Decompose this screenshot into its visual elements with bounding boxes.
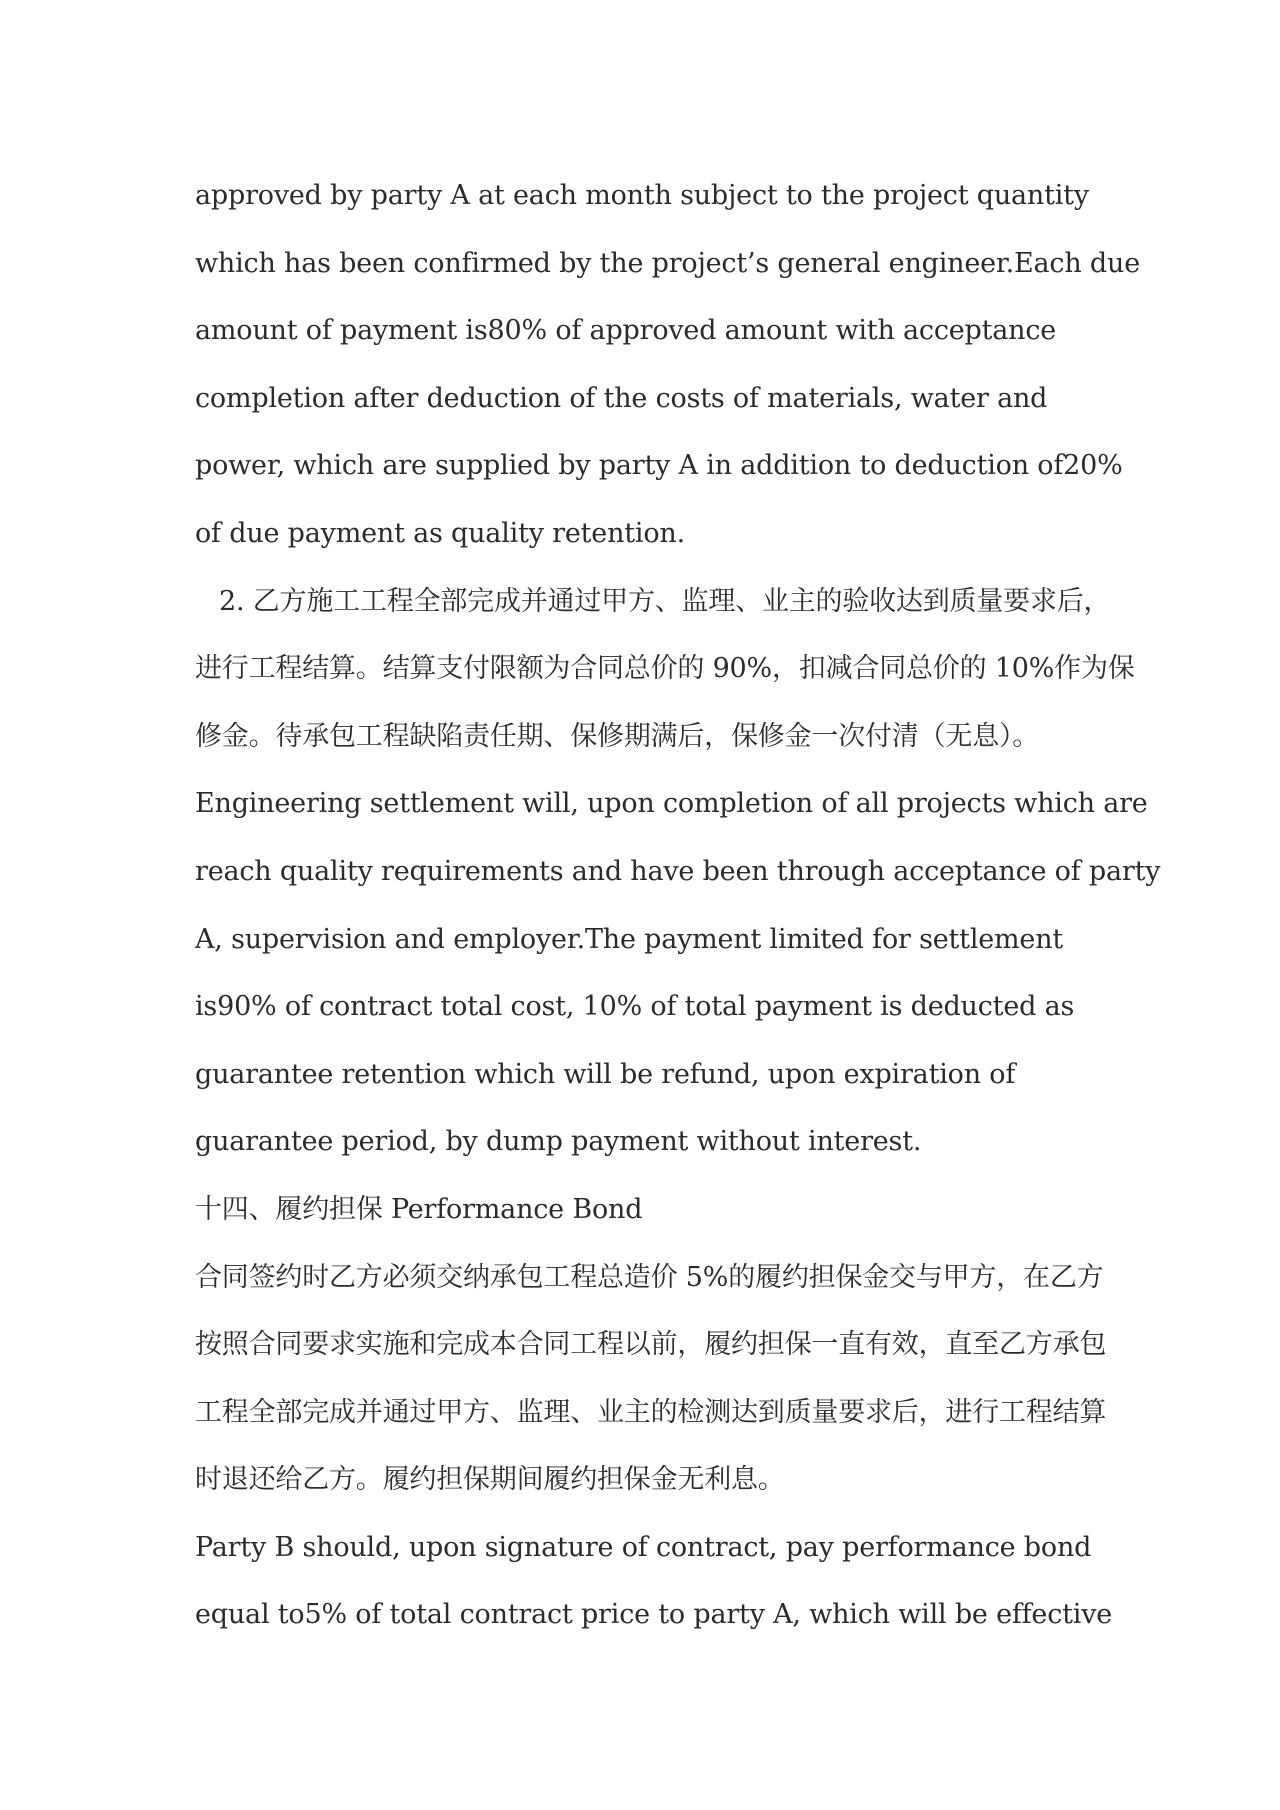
clause-2-heading-line: 2. 乙方施工工程全部完成并通过甲方、监理、业主的验收达到质量要求后， bbox=[219, 585, 1111, 617]
text-line: 合同签约时乙方必须交纳承包工程总造价 5%的履约担保金交与甲方，在乙方 bbox=[195, 1261, 1104, 1293]
text-line: guarantee retention which will be refund, upon expiration of bbox=[195, 1058, 1016, 1090]
text-line: of due payment as quality retention. bbox=[195, 517, 685, 549]
text-line: Engineering settlement will, upon completion of all projects which are bbox=[195, 788, 1148, 820]
text-line: guarantee period, by dump payment without interest. bbox=[195, 1126, 922, 1158]
text-line: 修金。待承包工程缺陷责任期、保修期满后，保修金一次付清（无息）。 bbox=[195, 720, 1040, 752]
text-line: is90% of contract total cost, 10% of total payment is deducted as bbox=[195, 991, 1075, 1023]
text-line: reach quality requirements and have been through acceptance of party bbox=[195, 855, 1161, 887]
section-heading: 十四、履约担保 Performance Bond bbox=[195, 1193, 643, 1225]
text-line: 时退还给乙方。履约担保期间履约担保金无利息。 bbox=[195, 1464, 785, 1496]
text-line: 按照合同要求实施和完成本合同工程以前，履约担保一直有效，直至乙方承包 bbox=[195, 1329, 1107, 1361]
text-line: 工程全部完成并通过甲方、监理、业主的检测达到质量要求后，进行工程结算 bbox=[195, 1396, 1107, 1428]
text-line: completion after deduction of the costs of materials, water and bbox=[195, 382, 1048, 414]
text-line: Party B should, upon signature of contract, pay performance bond bbox=[195, 1531, 1092, 1563]
text-line: equal to5% of total contract price to party A, which will be effective bbox=[195, 1599, 1113, 1631]
text-line: A, supervision and employer.The payment limited for settlement bbox=[195, 923, 1064, 955]
text-line: approved by party A at each month subject to the project quantity bbox=[195, 180, 1089, 211]
text-line: which has been confirmed by the project’s general engineer.Each due bbox=[195, 247, 1140, 279]
text-line: 进行工程结算。结算支付限额为合同总价的 90%，扣减合同总价的 10%作为保 bbox=[195, 653, 1135, 685]
contract-text bbox=[195, 162, 1161, 1649]
text-line: amount of payment is80% of approved amount with acceptance bbox=[195, 315, 1057, 347]
text-line: power, which are supplied by party A in addition to deduction of20% bbox=[195, 450, 1123, 482]
